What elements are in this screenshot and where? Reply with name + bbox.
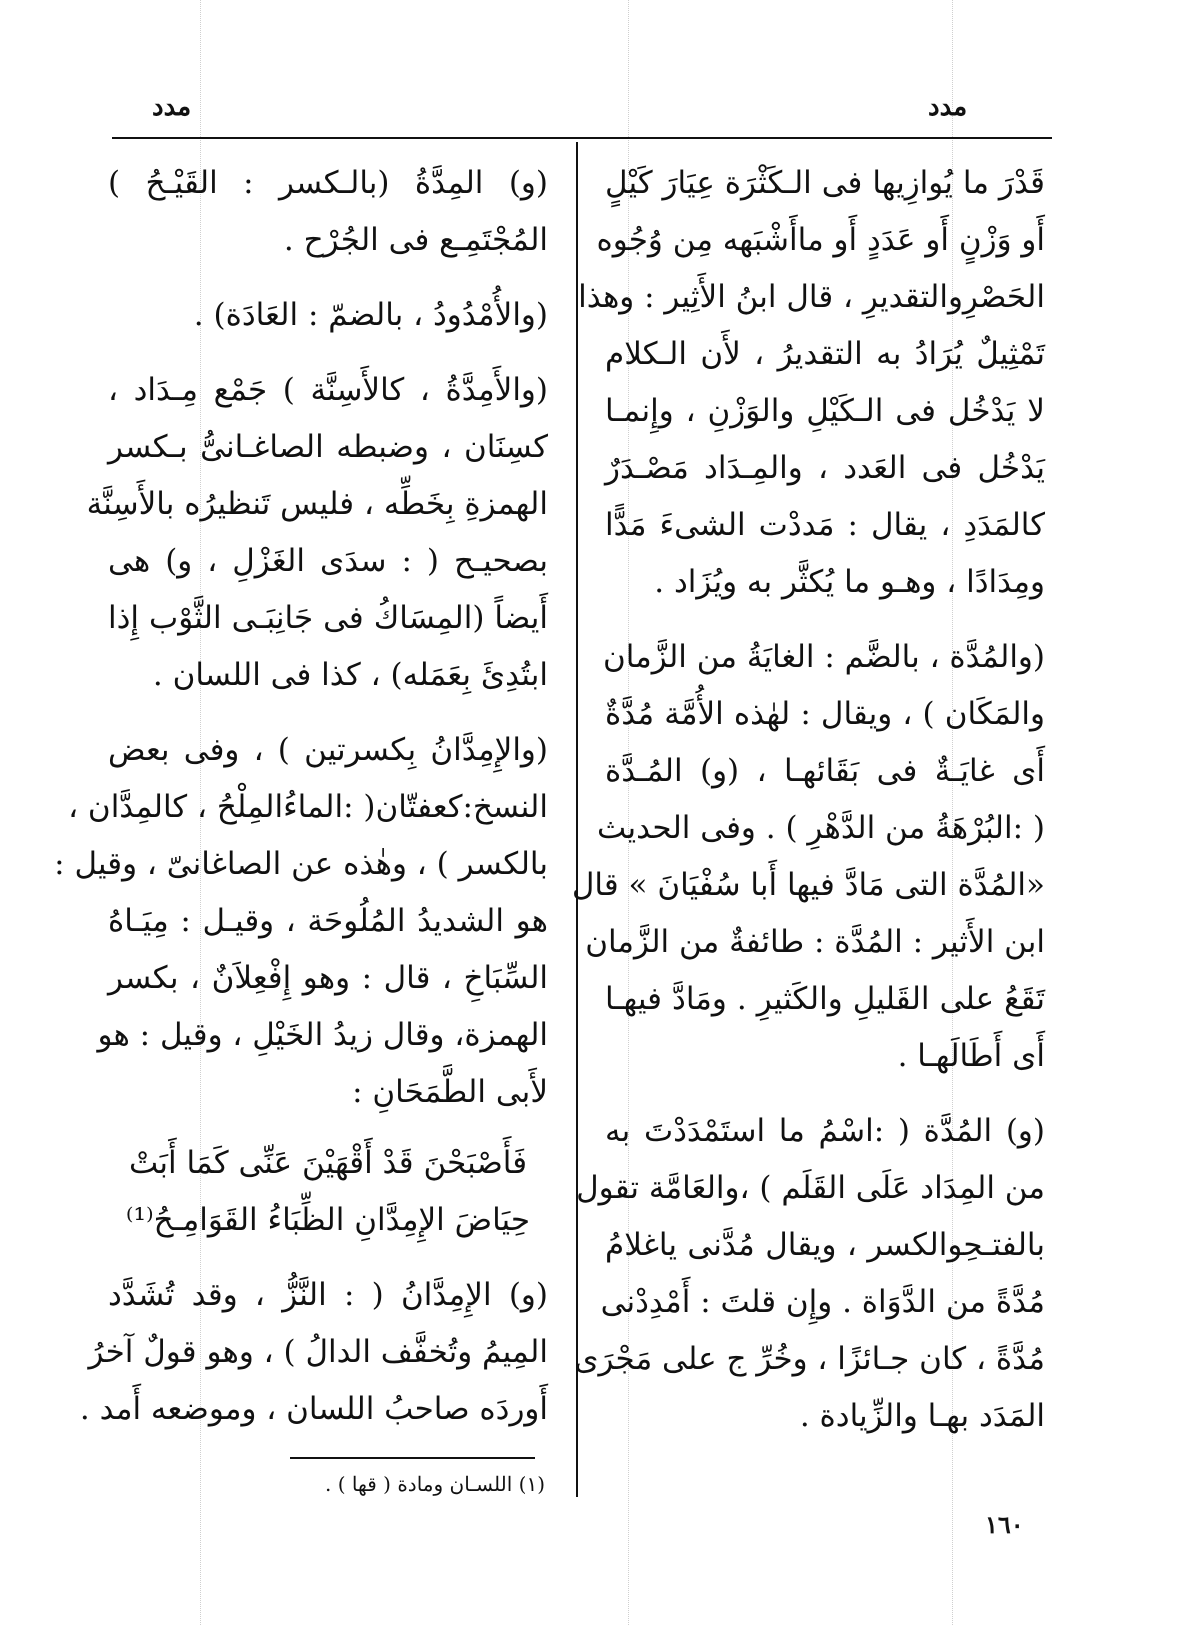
text-line: كسِنَان ، وضبطه الصاغـانىُّ بـكسر bbox=[108, 429, 548, 465]
left-column bbox=[54, 155, 548, 1452]
verse-block bbox=[108, 1135, 548, 1249]
text-line: يَدْخُل فى العَدد ، والمِـدَاد مَصْـدَرٌ bbox=[605, 450, 1045, 486]
text-line: (والمُدَّة ، بالضَّم : الغايَةُ من الزَّمان bbox=[602, 639, 1045, 675]
right-column bbox=[571, 155, 1045, 1459]
text-line: أَى غايَـةٌ فى بَقَائهـا ، (و) المُـدَّة bbox=[605, 753, 1045, 789]
footnote-rule bbox=[290, 1457, 535, 1459]
text-line: ( :البُرْهَةُ من الدَّهْرِ ) . وفى الحديث bbox=[597, 810, 1045, 846]
text-line: تَمْثِيلٌ يُرَادُ به التقديرُ ، لأَن الـكلام bbox=[605, 336, 1045, 372]
header-word-right: مدد bbox=[928, 92, 968, 122]
text-line: بصحيـح ( : سدَى الغَزْلِ ، و) هى bbox=[108, 543, 548, 579]
text-line: السِّبَاخِ ، قال : وهو إِفْعِلاَنٌ ، بكسر bbox=[108, 960, 548, 996]
text-line: بالفتـحِوالكسر ، ويقال مُدَّنى ياغلامُ bbox=[605, 1227, 1045, 1263]
column-divider bbox=[576, 142, 578, 1497]
text-line: هو الشديدُ المُلُوحَة ، وقيـل : مِيَـاهُ bbox=[108, 903, 548, 939]
text-line: «المُدَّة التى مَادَّ فيها أَبا سُفْيَانَ » قال bbox=[571, 867, 1045, 903]
text-line: الحَصْرِوالتقديرِ ، قال ابنُ الأَثِير : وهذا bbox=[578, 279, 1045, 315]
text-line: مُدَّةً من الدَّوَاة . وإِن قلتَ : أَمْدِدْنى bbox=[600, 1284, 1045, 1320]
text-line: أَيضاً (المِسَاكُ فى جَانِبَـى الثَّوْب إِذا bbox=[108, 600, 548, 636]
text-line: المِيمُ وتُخفَّف الدالُ ) ، وهو قولٌ آخرُ bbox=[88, 1334, 548, 1370]
text-line: أَو وَزْنٍ أَو عَدَدٍ أَو ماأَشْبَهه مِن وُجُوه bbox=[596, 222, 1045, 258]
footnote: (١) اللسـان ومادة ( قها ) . bbox=[325, 1472, 545, 1496]
text-line: تَقَعُ على القَليلِ والكَثيرِ . ومَادَّ فيهـا bbox=[605, 981, 1045, 1017]
page-number: ١٦٠ bbox=[985, 1510, 1024, 1539]
text-line: ابن الأَثير : المُدَّة : طائفةٌ من الزَّمان bbox=[585, 924, 1045, 960]
text-line: قَدْرَ ما يُوازِيها فى الـكَثْرَة عِيَارَ كَيْلٍ bbox=[605, 165, 1045, 201]
entry-paragraph bbox=[574, 1103, 1045, 1445]
text-line: كالمَدَدِ ، يقال : مَددْت الشىءَ مَدًّا bbox=[605, 507, 1045, 543]
text-line: ومِدَادًا ، وهـو ما يُكثَّر به ويُزَاد . bbox=[654, 564, 1045, 600]
entry-paragraph bbox=[86, 362, 548, 704]
text-line: (و) المِدَّةُ (بالـكسر : القَيْـحُ ) bbox=[108, 165, 548, 201]
text-line: (والإِمِدَّانُ بِكسرتين ) ، وفى بعض bbox=[108, 732, 548, 768]
text-line: الهمزةِ بِخَطِّه ، فليس تَنظيرُه بالأَسِنَّة bbox=[86, 486, 548, 522]
header-word-left: مدد bbox=[152, 92, 192, 122]
text-line: من المِدَاد عَلَى القَلَم ) ،والعَامَّة تقول bbox=[576, 1170, 1045, 1206]
entry-paragraph bbox=[54, 722, 548, 1121]
text-line: والمَكَان ) ، ويقال : لهٰذه الأُمَّة مُدَّةٌ bbox=[605, 696, 1045, 732]
text-line: المَدَد بهـا والزِّيادة . bbox=[799, 1398, 1045, 1434]
text-line: (و) المُدَّة ( :اسْمُ ما استَمْدَدْتَ به bbox=[605, 1113, 1045, 1149]
text-line: بالكسر ) ، وهٰذه عن الصاغانىّ ، وقيل : bbox=[54, 846, 548, 882]
text-line: المُجْتَمِـع فى الجُرْح . bbox=[283, 222, 548, 258]
verse-line: حِيَاضَ الإِمِدَّانِ الظِّبَاءُ القَوَامِـحُ⁽¹⁾ bbox=[125, 1202, 531, 1238]
text-line: (والأُمْدُودُ ، بالضمّ : العَادَة) . bbox=[193, 297, 548, 333]
text-line: ابتُدِئَ بِعَمَله) ، كذا فى اللسان . bbox=[152, 657, 548, 693]
header-rule bbox=[112, 137, 1052, 139]
text-line: النسخ:كعفتّان( :الماءُالمِلْحُ ، كالمِدَّان ، bbox=[68, 789, 548, 825]
entry-paragraph bbox=[108, 287, 548, 344]
text-line: الهمزة، وقال زيدُ الخَيْلِ ، وقيل : هو bbox=[97, 1017, 548, 1053]
text-line: أَى أَطَالَهـا . bbox=[897, 1038, 1045, 1074]
verse-line: فَأَصْبَحْنَ قَدْ أَقْهَيْنَ عَنِّى كَمَا أَبَتْ bbox=[128, 1145, 528, 1181]
entry-paragraph bbox=[571, 629, 1045, 1085]
entry-paragraph bbox=[108, 155, 548, 269]
text-line: (والأَمِدَّةُ ، كالأَسِنَّة ) جَمْع مِـدَاد ، bbox=[108, 372, 548, 408]
entry-paragraph bbox=[578, 155, 1045, 611]
text-line: مُدَّةً ، كان جـائزًا ، وخُرِّ ج على مَجْرَى bbox=[574, 1341, 1045, 1377]
text-line: لا يَدْخُل فى الـكَيْلِ والوَزْنِ ، وإِنمـا bbox=[605, 393, 1045, 429]
text-line: لأَبى الطَّمَحَانِ : bbox=[352, 1074, 548, 1110]
text-line: أَوردَه صاحبُ اللسان ، وموضعه أَمد . bbox=[79, 1391, 548, 1427]
entry-paragraph bbox=[79, 1267, 548, 1438]
text-line: (و) الإِمِدَّانُ ( : النَّزُّ ، وقد تُشَدَّد bbox=[108, 1277, 548, 1313]
